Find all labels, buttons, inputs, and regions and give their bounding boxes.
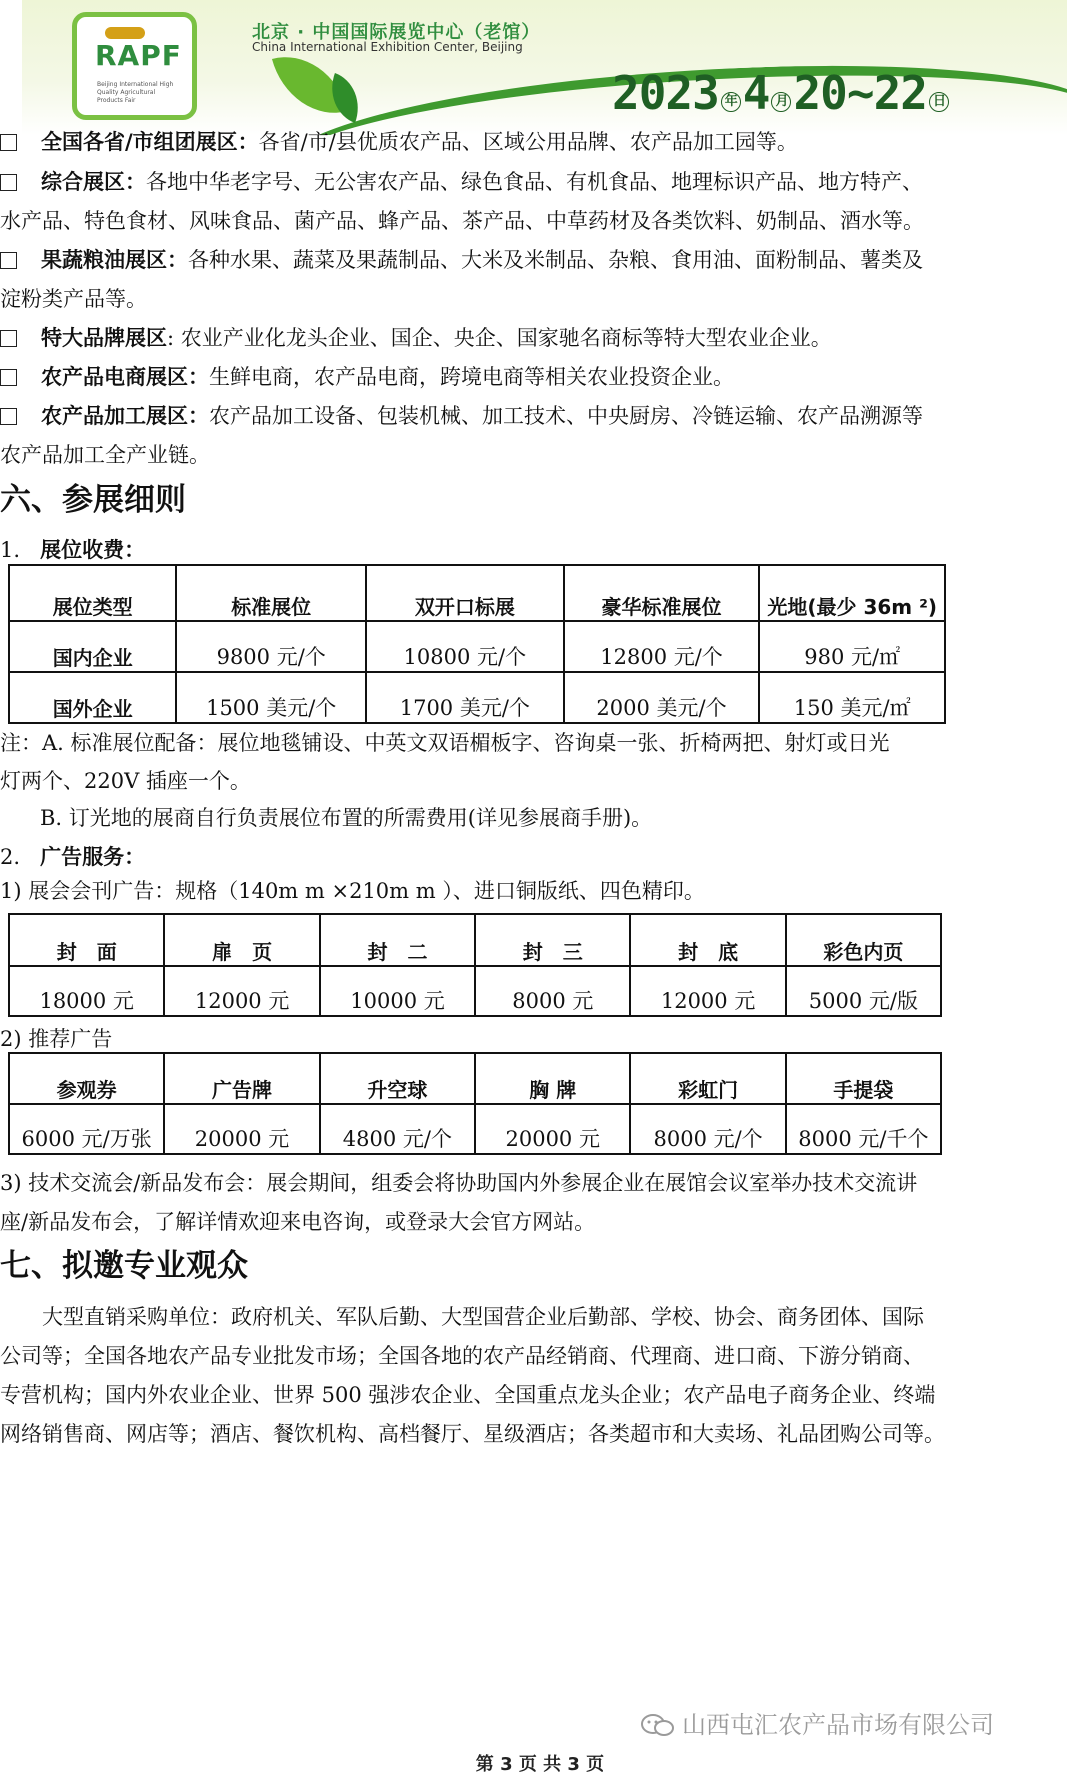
table-cell: 10800 元/个: [366, 621, 564, 672]
table-cell: 2000 美元/个: [564, 672, 760, 723]
table-cell: 10000 元: [320, 966, 475, 1016]
logo-mark: [105, 27, 145, 39]
table-cell: 1700 美元/个: [366, 672, 564, 723]
table-cell: 9800 元/个: [176, 621, 366, 672]
ad-item-label: 1) 展会会刊广告：规格（140m m ×210m m ）、进口铜版纸、四色精印。: [0, 879, 705, 903]
date-year: 2023: [612, 66, 719, 120]
zone-item: 果蔬粮油展区：各种水果、蔬菜及果蔬制品、大米及米制品、杂粮、食用油、面粉制品、薯类及: [0, 245, 923, 275]
table-cell: 18000 元: [9, 966, 164, 1016]
table-header-cell: 彩虹门: [630, 1053, 785, 1104]
table-cell: 20000 元: [475, 1104, 630, 1154]
table-row: [9, 1104, 941, 1154]
section-heading: 七、拟邀专业观众: [0, 1248, 248, 1284]
table-header-cell: 封 二: [320, 914, 475, 966]
checkbox-icon: [0, 252, 17, 269]
paragraph-line: 网络销售商、网店等；酒店、餐饮机构、高档餐厅、星级酒店；各类超市和大卖场、礼品团购公司等。: [0, 1422, 945, 1446]
table-cell: 150 美元/㎡: [759, 672, 945, 723]
table-header-cell: 彩色内页: [786, 914, 941, 966]
logo-subtext: Beijing International High Quality Agricultural Products Fair: [97, 81, 174, 104]
note-b: B. 订光地的展商自行负责展位布置的所需费用(详见参展商手册)。: [40, 806, 653, 830]
date-days: 20~22: [793, 66, 927, 120]
note-a-cont: 灯两个、220V 插座一个。: [0, 769, 251, 793]
wechat-icon: [640, 1713, 676, 1737]
table-cell: 5000 元/版: [786, 966, 941, 1016]
checkbox-icon: [0, 330, 17, 347]
month-unit: 月: [771, 92, 791, 112]
table-header-cell: 双开口标展: [366, 565, 564, 621]
table-header-cell: 封 底: [630, 914, 785, 966]
table-cell: 8000 元: [475, 966, 630, 1016]
table-header-cell: 标准展位: [176, 565, 366, 621]
ad-item-label: 3) 技术交流会/新品发布会：展会期间，组委会将协助国内外参展企业在展馆会议室举办技术交流讲: [0, 1171, 918, 1195]
table-cell: 12000 元: [630, 966, 785, 1016]
table-cell: 国外企业: [9, 672, 176, 723]
paragraph-line: 公司等；全国各地农产品专业批发市场；全国各地的农产品经销商、代理商、进口商、下游分销商、: [0, 1344, 924, 1368]
event-date: [612, 66, 951, 120]
table-header-row: [9, 914, 941, 966]
zone-item: 农产品电商展区：生鲜电商，农产品电商，跨境电商等相关农业投资企业。: [0, 362, 734, 392]
table-row: [9, 621, 945, 672]
year-unit: 年: [721, 92, 741, 112]
table-header-cell: 光地(最少 36m ²): [759, 565, 945, 621]
rapf-logo: [72, 12, 197, 120]
table-cell: 12000 元: [164, 966, 319, 1016]
venue-name-cn: 北京 · 中国国际展览中心（老馆）: [252, 22, 541, 43]
watermark: [640, 1705, 994, 1740]
table-cell: 12800 元/个: [564, 621, 760, 672]
booth-fee-table: [8, 564, 946, 724]
paragraph-line: 大型直销采购单位：政府机关、军队后勤、大型国营企业后勤部、学校、协会、商务团体、国际: [0, 1305, 924, 1329]
header-banner: [22, 0, 1067, 135]
paragraph-line: 专营机构；国内外农业企业、世界 500 强涉农企业、全国重点龙头企业；农产品电子商务企业、终端: [0, 1383, 936, 1407]
note-a: 注：A. 标准展位配备：展位地毯铺设、中英文双语楣板字、咨询桌一张、折椅两把、射灯或日光: [0, 731, 890, 755]
table-header-row: [9, 1053, 941, 1104]
table-header-cell: 扉 页: [164, 914, 319, 966]
table-cell: 980 元/㎡: [759, 621, 945, 672]
subsection-title: 1. 展位收费：: [0, 538, 146, 562]
checkbox-icon: [0, 134, 17, 151]
logo-text: RAPF: [95, 39, 182, 72]
watermark-text: 山西屯汇农产品市场有限公司: [682, 1711, 994, 1739]
page-number: 第 3 页 共 3 页: [475, 1754, 605, 1775]
table-cell: 4800 元/个: [320, 1104, 475, 1154]
table-header-cell: 胸 牌: [475, 1053, 630, 1104]
zone-item: 全国各省/市组团展区：各省/市/县优质农产品、区域公用品牌、农产品加工园等。: [0, 127, 798, 157]
table-cell: 6000 元/万张: [9, 1104, 164, 1154]
table-header-cell: 封 面: [9, 914, 164, 966]
subsection-title: 2. 广告服务：: [0, 845, 146, 869]
table-cell: 8000 元/个: [630, 1104, 785, 1154]
table-header-cell: 广告牌: [164, 1053, 319, 1104]
date-month: 4: [742, 66, 770, 120]
zone-item: 农产品加工展区：农产品加工设备、包装机械、加工技术、中央厨房、冷链运输、农产品溯源等: [0, 401, 923, 431]
ad-item-cont: 座/新品发布会，了解详情欢迎来电咨询，或登录大会官方网站。: [0, 1210, 596, 1234]
table-cell: 国内企业: [9, 621, 176, 672]
table-cell: 8000 元/千个: [786, 1104, 941, 1154]
checkbox-icon: [0, 408, 17, 425]
table-header-cell: 参观券: [9, 1053, 164, 1104]
table-header-cell: 手提袋: [786, 1053, 941, 1104]
table-cell: 20000 元: [164, 1104, 319, 1154]
table-header-row: [9, 565, 945, 621]
zone-item-cont: 水产品、特色食材、风味食品、菌产品、蜂产品、茶产品、中草药材及各类饮料、奶制品、酒水等。: [0, 209, 924, 233]
section-heading: 六、参展细则: [0, 482, 186, 518]
table-row: [9, 672, 945, 723]
table-header-cell: 展位类型: [9, 565, 176, 621]
catalog-ad-table: [8, 913, 942, 1017]
zone-item: 特大品牌展区: 农业产业化龙头企业、国企、央企、国家驰名商标等特大型农业企业。: [0, 323, 832, 353]
ad-item-label: 2) 推荐广告: [0, 1027, 113, 1051]
zone-item: 综合展区：各地中华老字号、无公害农产品、绿色食品、有机食品、地理标识产品、地方特产、: [0, 167, 923, 197]
table-header-cell: 升空球: [320, 1053, 475, 1104]
recommended-ad-table: [8, 1052, 942, 1155]
checkbox-icon: [0, 174, 17, 191]
table-row: [9, 966, 941, 1016]
day-unit: 日: [929, 92, 949, 112]
table-header-cell: 封 三: [475, 914, 630, 966]
table-cell: 1500 美元/个: [176, 672, 366, 723]
table-header-cell: 豪华标准展位: [564, 565, 760, 621]
checkbox-icon: [0, 369, 17, 386]
venue-name-en: China International Exhibition Center, Beijing: [252, 40, 523, 54]
zone-item-cont: 淀粉类产品等。: [0, 287, 147, 311]
zone-item-cont: 农产品加工全产业链。: [0, 443, 210, 467]
